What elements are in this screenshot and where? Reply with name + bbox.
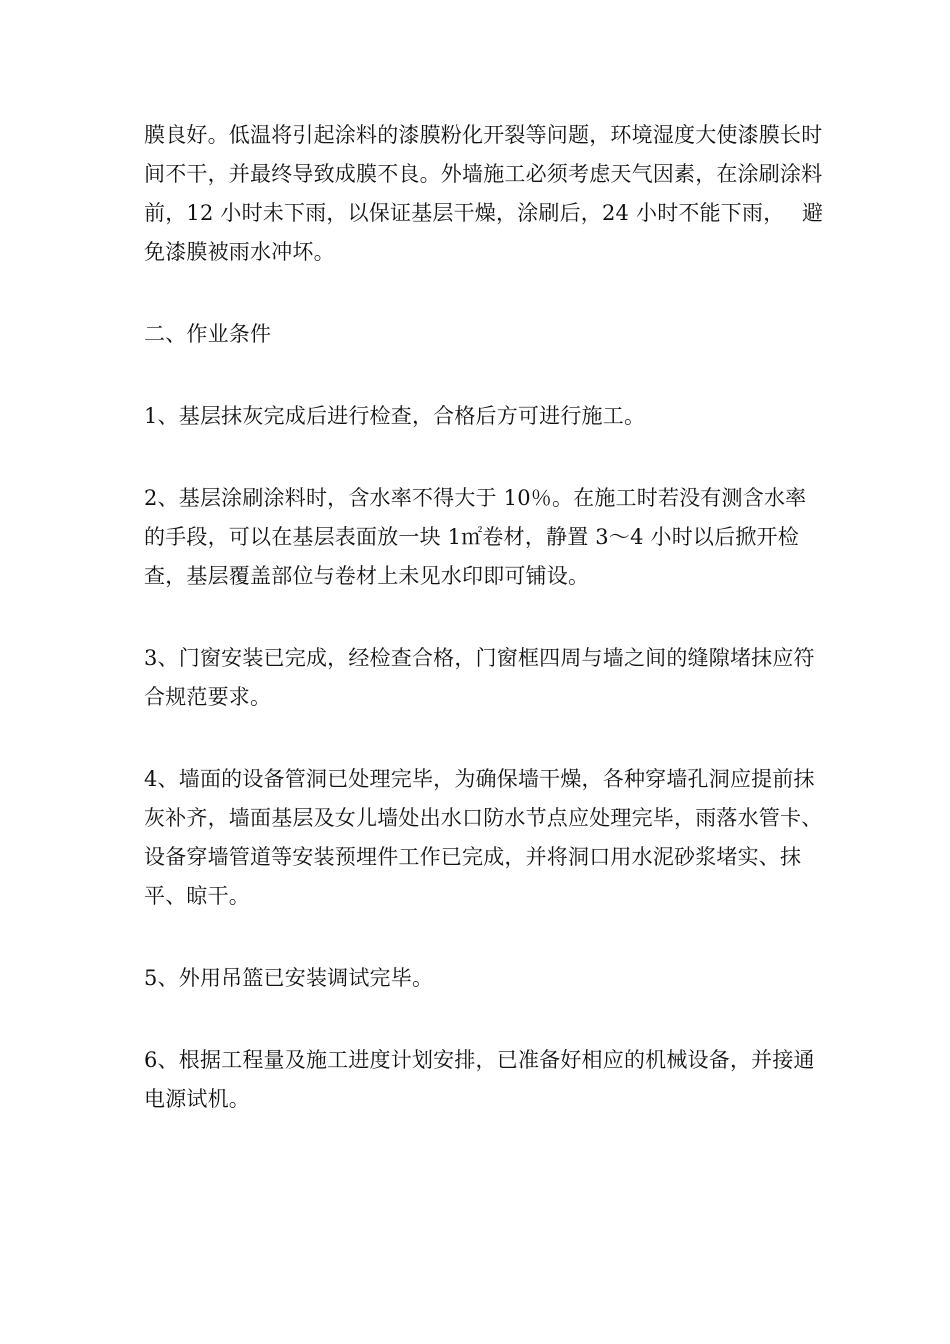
paragraph-gap: [144, 717, 824, 760]
paragraph-weather-conditions: 膜良好。低温将引起涂料的漆膜粉化开裂等问题，环境湿度大使漆膜长时间不干，并最终导致成膜不良。外墙施工必须考虑天气因素，在涂刷涂料前，12 小时未下雨，以保证基层干燥，涂刷后，24 小时不能下雨， 避免漆膜被雨水冲坏。: [144, 123, 824, 264]
condition-item-6: 6、根据工程量及施工进度计划安排，已准备好相应的机械设备，并接通电源试机。: [144, 1048, 815, 1111]
paragraph-gap: [144, 596, 824, 639]
paragraph-gap: [144, 916, 824, 959]
paragraph-gap: [144, 998, 824, 1041]
document-page: [144, 116, 824, 1119]
condition-item-3: 3、门窗安装已完成，经检查合格，门窗框四周与墙之间的缝隙堵抹应符合规范要求。: [144, 646, 815, 709]
condition-item-4: 4、墙面的设备管洞已处理完毕，为确保墙干燥，各种穿墙孔洞应提前抹灰补齐，墙面基层及女儿墙处出水口防水节点应处理完毕，雨落水管卡、设备穿墙管道等安装预埋件工作已完成，并将洞口用水泥砂浆堵实、抹平、晾干。: [144, 767, 823, 908]
paragraph-gap: [144, 272, 824, 315]
condition-item-5: 5、外用吊篮已安装调试完毕。: [144, 966, 434, 990]
condition-item-1: 1、基层抹灰完成后进行检查，合格后方可进行施工。: [144, 404, 646, 428]
paragraph-gap: [144, 436, 824, 479]
condition-item-2: 2、基层涂刷涂料时，含水率不得大于 10％。在施工时若没有测含水率的手段，可以在基层表面放一块 1㎡卷材，静置 3～4 小时以后掀开检查，基层覆盖部位与卷材上未见水印即可铺设。: [144, 486, 807, 588]
section-heading-work-conditions: 二、作业条件: [144, 322, 272, 346]
paragraph-gap: [144, 354, 824, 397]
